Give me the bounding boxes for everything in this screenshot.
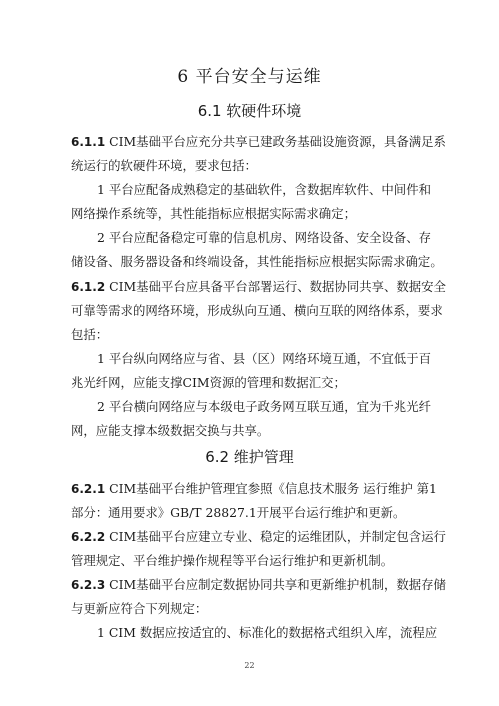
clause-6-1-1-line-2: 统运行的软硬件环境，要求包括： [71,158,257,173]
chapter-title: 6 平台安全与运维 [177,67,322,87]
clause-6-1-2-line-2: 可靠等需求的网络环境，形成纵向互通、横向互联的网络体系，要求 [71,303,443,318]
clause-number: 6.1.1 [71,135,106,149]
item-6-1-1-2-line-2: 储设备、服务器设备和终端设备，其性能指标应根据实际需求确定。 [71,254,443,269]
page-number: 22 [244,661,255,670]
clause-6-2-1-line-2: 部分：通用要求》GB/T 28827.1开展平台运行维护和更新。 [71,505,406,520]
item-6-1-1-2-line-1: 2 平台应配备稳定可靠的信息机房、网络设备、安全设备、存 [97,230,431,245]
clause-number: 6.2.3 [71,578,106,592]
clause-text: CIM基础平台应建立专业、稳定的运维团队，并制定包含运行 [109,529,446,544]
clause-6-1-2-line-3: 包括： [71,327,109,342]
item-6-1-2-2-line-1: 2 平台横向网络应与本级电子政务网互联互通，宜为千兆光纤 [97,399,431,414]
item-6-2-3-1-line-1: 1 CIM 数据应按适宜的、标准化的数据格式组织入库，流程应 [97,625,438,640]
item-6-1-2-1-line-2: 兆光纤网，应能支撑CIM资源的管理和数据汇交； [71,375,346,390]
clause-6-2-3-line-2: 与更新应符合下列规定： [71,601,208,616]
clause-text: CIM基础平台应制定数据协同共享和更新维护机制，数据存储 [109,577,446,592]
clause-text: CIM基础平台维护管理宜参照《信息技术服务 运行维护 第1 [109,481,437,496]
clause-6-2-2-line-1 [71,529,446,545]
clause-6-2-3-line-1 [71,577,446,593]
item-6-1-2-2-line-2: 网，应能支撑本级数据交换与共享。 [71,423,270,438]
clause-6-1-1-line-1 [71,134,446,150]
section-heading-6-1: 6.1 软硬件环境 [197,102,302,120]
clause-number: 6.2.2 [71,530,106,544]
clause-number: 6.2.1 [71,482,106,496]
clause-text: CIM基础平台应具备平台部署运行、数据协同共享、数据安全 [109,279,446,294]
item-6-1-1-1-line-2: 网络操作系统等，其性能指标应根据实际需求确定； [71,206,356,221]
section-heading-6-2: 6.2 维护管理 [205,448,294,466]
clause-text: CIM基础平台应充分共享已建政务基础设施资源，具备满足系 [109,134,446,149]
clause-6-2-1-line-1 [71,481,441,497]
clause-number: 6.1.2 [71,280,106,294]
clause-6-2-2-line-2: 管理规定、平台维护操作规程等平台运行维护和更新机制。 [71,553,394,568]
item-6-1-2-1-line-1: 1 平台纵向网络应与省、县（区）网络环境互通，不宜低于百 [97,351,431,366]
item-6-1-1-1-line-1: 1 平台应配备成熟稳定的基础软件，含数据库软件、中间件和 [97,182,431,197]
clause-6-1-2-line-1 [71,279,446,295]
